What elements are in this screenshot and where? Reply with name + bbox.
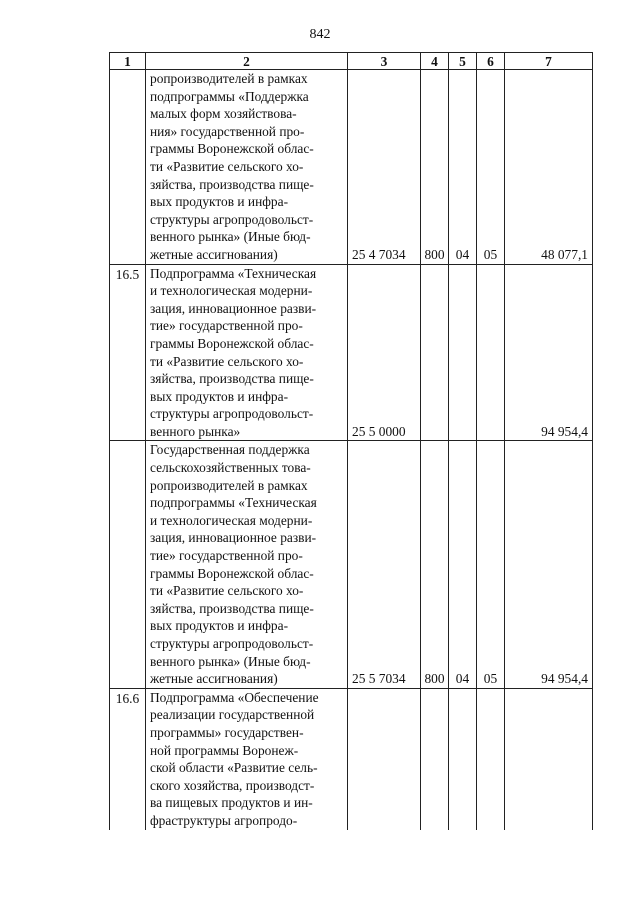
row-code: 25 4 7034 — [348, 70, 421, 265]
page-number: 842 — [309, 27, 331, 42]
row-description: ропроизводителей в рамках подпрограммы «Поддержка малых форм хозяйствова- ния» государственной про- граммы Воронежской облас- ти «Развитие сельского хо- зяйства, производства пище- вых продуктов и инфра- структуры агропродовольст- венного рынка» (Иные бюд- жетные ассигнования) — [146, 70, 348, 265]
header-col-3: 3 — [348, 53, 421, 70]
table-row — [110, 264, 593, 441]
table-row — [110, 441, 593, 688]
row-col-5: 04 — [449, 441, 477, 688]
row-description: Подпрограмма «Техническая и технологическая модерни- зация, инновационное разви- тие» государственной про- граммы Воронежской облас- ти «Развитие сельского хо- зяйства, производства пище- вых продуктов и инфра- структуры агропродовольст- венного рынка» — [146, 264, 348, 441]
header-col-5: 5 — [449, 53, 477, 70]
row-amount: 94 954,4 — [505, 441, 593, 688]
row-amount — [505, 688, 593, 829]
row-col-6 — [477, 264, 505, 441]
row-col-4: 800 — [421, 441, 449, 688]
row-description: Государственная поддержка сельскохозяйственных това- ропроизводителей в рамках подпрограммы «Техническая и технологическая модерни- зация, инновационное разви- тие» государственной про- граммы Воронежской облас- ти «Развитие сельского хо- зяйства, производства пище- вых продуктов и инфра- структуры агропродовольст- венного рынка» (Иные бюд- жетные ассигнования) — [146, 441, 348, 688]
row-number — [110, 70, 146, 265]
row-col-5: 04 — [449, 70, 477, 265]
row-number — [110, 441, 146, 688]
row-col-5 — [449, 688, 477, 829]
row-description: Подпрограмма «Обеспечение реализации государственной программы» государствен- ной программы Воронеж- ской области «Развитие сель- ского хозяйства, производст- ва пищевых продуктов и ин- фраструктуры агропродо- — [146, 688, 348, 829]
row-col-5 — [449, 264, 477, 441]
header-col-7: 7 — [505, 53, 593, 70]
table-row — [110, 70, 593, 265]
row-col-4 — [421, 688, 449, 829]
row-number: 16.5 — [110, 264, 146, 441]
row-col-6 — [477, 688, 505, 829]
header-col-1: 1 — [110, 53, 146, 70]
header-col-2: 2 — [146, 53, 348, 70]
row-code: 25 5 7034 — [348, 441, 421, 688]
row-code: 25 5 0000 — [348, 264, 421, 441]
table-header-row — [110, 53, 593, 70]
table-row — [110, 688, 593, 829]
header-col-6: 6 — [477, 53, 505, 70]
row-amount: 94 954,4 — [505, 264, 593, 441]
header-col-4: 4 — [421, 53, 449, 70]
row-code — [348, 688, 421, 829]
budget-table — [109, 52, 593, 830]
row-col-6: 05 — [477, 441, 505, 688]
row-col-6: 05 — [477, 70, 505, 265]
row-col-4 — [421, 264, 449, 441]
row-col-4: 800 — [421, 70, 449, 265]
row-number: 16.6 — [110, 688, 146, 829]
row-amount: 48 077,1 — [505, 70, 593, 265]
